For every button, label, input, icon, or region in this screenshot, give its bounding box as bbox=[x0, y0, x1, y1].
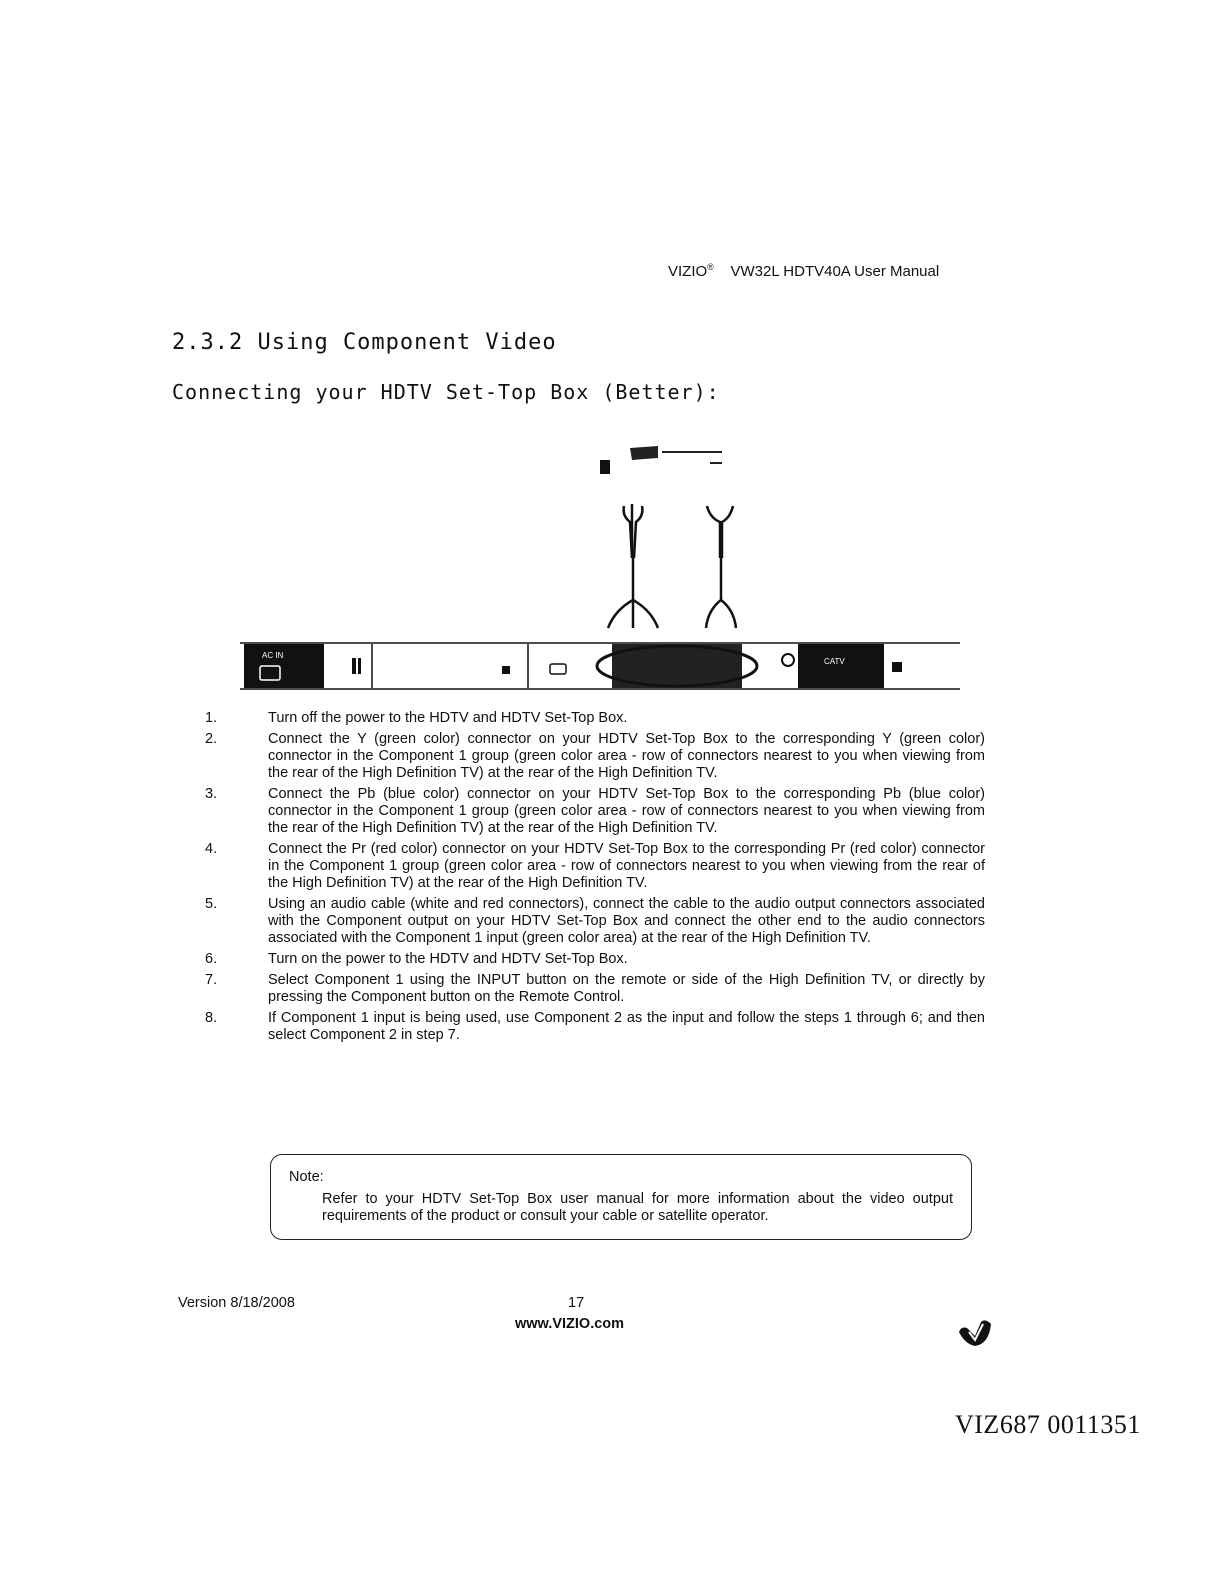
connection-diagram bbox=[240, 430, 960, 696]
list-item: 5. Using an audio cable (white and red connectors), connect the cable to the audio output connectors associated with the Component output on your HDTV Set-Top Box and connect the other end to the audio connectors associated with the Component 1 input (green color area) at the rear of the High Definition TV. bbox=[205, 896, 985, 946]
header-brand-mark: ® bbox=[707, 262, 714, 272]
audio-cable-icon bbox=[706, 506, 736, 628]
instruction-steps bbox=[205, 710, 985, 1048]
list-item: 1. Turn off the power to the HDTV and HDTV Set-Top Box. bbox=[205, 710, 628, 726]
list-item: 3. Connect the Pb (blue color) connector on your HDTV Set-Top Box to the corresponding Pb (blue color) connector in the Component 1 group (green color area - row of connectors nearest to you when viewing from the rear of the High Definition TV) at the rear of the High Definition TV. bbox=[205, 786, 985, 836]
note-label: Note: bbox=[289, 1169, 324, 1185]
bates-number: VIZ687 0011351 bbox=[955, 1410, 1141, 1439]
header-title: VW32L HDTV40A User Manual bbox=[730, 263, 940, 280]
vizio-v-logo-icon bbox=[955, 1314, 995, 1350]
label-ac-in: AC IN bbox=[262, 651, 284, 660]
set-top-box-icon bbox=[600, 446, 722, 474]
footer-website: www.VIZIO.com bbox=[515, 1316, 625, 1332]
list-item: 2. Connect the Y (green color) connector on your HDTV Set-Top Box to the corresponding Y (green color) connector in the Component 1 group (green color area - row of connectors nearest to you when viewing from the rear of the High Definition TV) at the rear of the High Definition TV. bbox=[205, 731, 985, 781]
note-body: Refer to your HDTV Set-Top Box user manual for more information about the video output requirements of the product or consult your cable or satellite operator. bbox=[322, 1191, 953, 1224]
component-cable-icon bbox=[608, 504, 658, 628]
page-header bbox=[668, 262, 939, 280]
section-title: 2.3.2 Using Component Video bbox=[172, 330, 557, 355]
footer-version: Version 8/18/2008 bbox=[178, 1295, 295, 1311]
tv-rear-panel bbox=[240, 643, 960, 689]
page-number: 17 bbox=[568, 1295, 585, 1311]
list-item: 7. Select Component 1 using the INPUT button on the remote or side of the High Definition TV, or directly by pressing the Component button on the Remote Control. bbox=[205, 972, 985, 1005]
header-brand: VIZIO bbox=[668, 263, 708, 280]
list-item: 8. If Component 1 input is being used, use Component 2 as the input and follow the steps 1 through 6; and then select Component 2 in step 7. bbox=[205, 1010, 985, 1043]
note-box bbox=[270, 1154, 972, 1240]
label-catv: CATV bbox=[824, 657, 845, 666]
list-item: 6. Turn on the power to the HDTV and HDTV Set-Top Box. bbox=[205, 951, 628, 967]
list-item: 4. Connect the Pr (red color) connector on your HDTV Set-Top Box to the corresponding Pr (red color) connector in the Component 1 group (green color area - row of connectors nearest to you when viewing from the rear of the High Definition TV) at the rear of the High Definition TV. bbox=[205, 841, 985, 891]
section-subtitle: Connecting your HDTV Set-Top Box (Better): bbox=[172, 380, 720, 404]
